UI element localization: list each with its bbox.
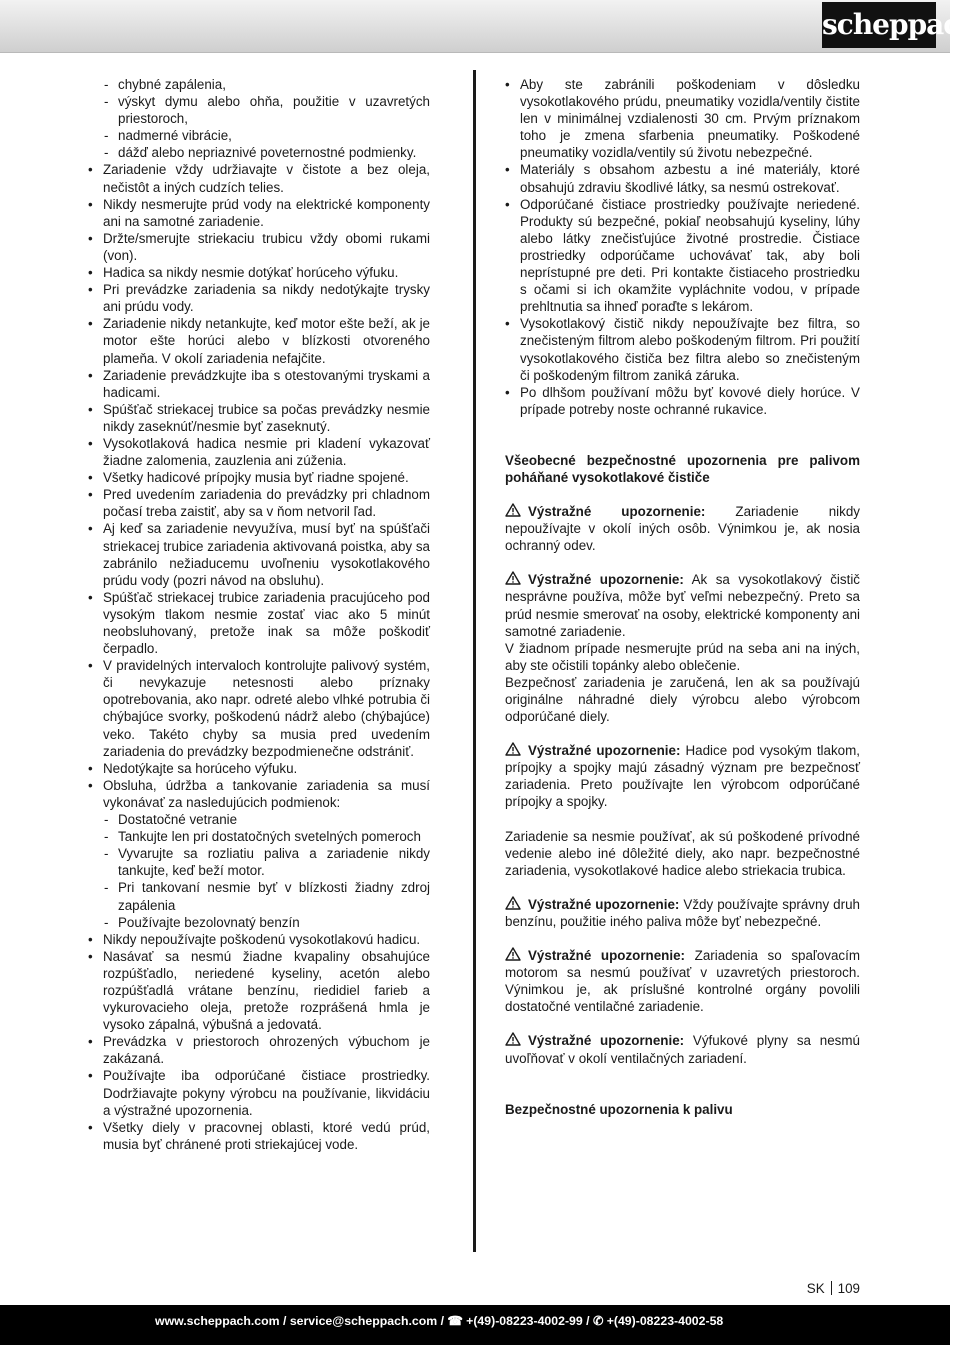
warning-1 (505, 503, 860, 554)
bullet-list-item: • Nikdy nepoužívajte poškodenú vysokotlakovú hadicu. (88, 931, 430, 948)
warning-triangle-icon (505, 571, 521, 585)
warning-label: Výstražné upozornenie: (528, 948, 685, 964)
dash-list-item: - Vyvarujte sa rozliatiu paliva a zariadenie nikdy tankujte, keď beží motor. (88, 845, 430, 879)
warning-5 (505, 947, 860, 1015)
bullet-list-item: • Aj keď sa zariadenie nevyužíva, musí byť na spúšťači striekacej trubice zariadenia aktivovaná poistka, aby sa zabránilo nežiaducemu uvoľneniu vysokotlakového prúdu vody (pozri návod na obsluhu). (88, 520, 430, 588)
warning-triangle-icon (505, 1032, 521, 1046)
page-language: SK (806, 1281, 825, 1296)
warning-text: Vždy používajte správny druh benzínu, použitie iného paliva môže byť nebezpečné. (505, 896, 860, 929)
bullet-list-item: • Obsluha, údržba a tankovanie zariadenia sa musí vykonávať za nasledujúcich podmienok: (88, 777, 430, 811)
section-heading-fuel-cleaners: Všeobecné bezpečnostné upozornenia pre palivom poháňané vysokotlakové čističe (505, 452, 860, 485)
bullet-list-item: • Všetky diely v pracovnej oblasti, ktoré vedú prúd, musia byť chránené proti striekajúcej vode. (88, 1119, 430, 1153)
bullet-list-item: • V pravidelných intervaloch kontrolujte palivový systém, či nevykazuje netesnosti alebo príznaky opotrebovania, ako napr. odreté alebo vlhké potrubia či chýbajúce svorky, poškodenú nádrž alebo (chýbajúce) veko. Takéto chyby sa musia pred uvedením zariadenia do prevádzky bezpodmienečne odstrániť. (88, 657, 430, 760)
bullet-list-item: • Nedotýkajte sa horúceho výfuku. (88, 760, 430, 777)
warning-text: Zariadenia so spaľovacím motorom sa nesmú používať v uzavretých priestoroch. Výnimkou je, ak príslušné kontrolné orgány povolili dostatočné ventilačné zariadenie. (505, 948, 861, 1015)
bullet-list-item: • Pri prevádzke zariadenia sa nikdy nedotýkajte trysky ani prúdu vody. (88, 281, 430, 315)
left-column (88, 76, 430, 1153)
warning-triangle-icon (505, 896, 521, 910)
warning-3 (505, 742, 860, 810)
bullet-list-item: • Odporúčané čistiace prostriedky používajte neriedené. Produkty sú bezpečné, pokiaľ neobsahujú kyseliny, lúhy alebo látky znečisťujúce životné prostredie. Čistiace prostriedky odporúčame uchovávať tak, aby boli neprístupné pre deti. Pri kontakte čistiaceho prostriedku s očami si ich okamžite vypláchnite vodou, v prípade prehltnutia sa ihneď poraďte s lekárom. (505, 196, 860, 316)
right-bullet-list (505, 76, 860, 418)
bullet-list-item: • Hadica sa nikdy nesmie dotýkať horúceho výfuku. (88, 264, 430, 281)
bullet-list-item: • Používajte iba odporúčané čistiace prostriedky. Dodržiavajte pokyny výrobcu na používanie, likvidáciu a výstražné upozornenia. (88, 1067, 430, 1118)
warning-label: Výstražné upozornenie: (528, 1033, 685, 1049)
bullet-list-item: • Nasávať sa nesmú žiadne kvapaliny obsahujúce rozpúšťadlo, neriedené kyseliny, acetón alebo rozpúšťadlá vrátane benzínu, riedidiel farieb a vykurovacieho oleja, pretože rozprášená hmla je vysoko zápalná, výbušná a jedovatá. (88, 948, 430, 1033)
warning-triangle-icon (505, 742, 521, 756)
footer-contact: www.scheppach.com / service@scheppach.com / ☎ +(49)-08223-4002-99 / ✆ +(49)-08223-4002-58 (155, 1314, 724, 1328)
plain-paragraph: Zariadenie sa nesmie používať, ak sú poškodené prívodné vedenie alebo iné dôležité diely, ako napr. bezpečnostné zariadenia, vysokotlakové hadice alebo striekacia trubica. (505, 828, 860, 878)
warning-2-paragraph-2: V žiadnom prípade nesmerujte prúd na seba ani na iných, aby ste očistili topánky alebo oblečenie. (505, 640, 860, 673)
bullet-list-item: • Po dlhšom používaní môžu byť kovové diely horúce. V prípade potreby noste ochranné rukavice. (505, 384, 860, 418)
bullet-list-item: • Zariadenie prevádzkujte iba s otestovanými tryskami a hadicami. (88, 367, 430, 401)
bullet-list-item: • Nikdy nesmerujte prúd vody na elektrické komponenty ani na samotné zariadenie. (88, 196, 430, 230)
dash-list-item: - výskyt dymu alebo ohňa, použitie v uzavretých priestoroch, (88, 93, 430, 127)
dash-list-item: - Používajte bezolovnatý benzín (88, 914, 430, 931)
warning-triangle-icon (505, 947, 521, 961)
dash-list-item: - dážď alebo nepriaznivé poveternostné podmienky. (88, 144, 430, 161)
brand-logo: scheppach (822, 2, 936, 48)
section-heading-fuel: Bezpečnostné upozornenia k palivu (505, 1101, 733, 1117)
bullet-list-item: • Materiály s obsahom azbestu a iné materiály, ktoré obsahujú zdraviu škodlivé látky, sa nesmú ostrekovať. (505, 161, 860, 195)
warning-4 (505, 896, 860, 930)
warning-label: Výstražné upozornenie: (528, 743, 681, 759)
left-list (88, 76, 430, 1153)
dash-list-item: - Pri tankovaní nesmie byť v blízkosti žiadny zdroj zapálenia (88, 879, 430, 913)
bullet-list-item: • Držte/smerujte striekaciu trubicu vždy obomi rukami (von). (88, 230, 430, 264)
warning-text: Výfukové plyny sa nesmú uvoľňovať v okolí ventilačných zariadení. (505, 1033, 860, 1066)
bullet-list-item: • Zariadenie nikdy netankujte, keď motor ešte beží, ak je motor ešte horúci alebo v blízkosti otvoreného plameňa. V okolí zariadenia nefajčite. (88, 315, 430, 366)
column-divider (473, 70, 476, 1252)
dash-list-item: - chybné zapálenia, (88, 76, 430, 93)
warning-2 (505, 571, 860, 639)
warning-label: Výstražné upozornenie: (528, 504, 706, 520)
bullet-list-item: • Vysokotlaková hadica nesmie pri kladení vykazovať žiadne zalomenia, zauzlenia ani zúženia. (88, 435, 430, 469)
dash-list-item: - nadmerné vibrácie, (88, 127, 430, 144)
right-column (505, 76, 860, 1118)
bullet-list-item: • Vysokotlakový čistič nikdy nepoužívajte bez filtra, so znečisteným filtrom alebo poškodeným filtrom. Pri použití vysokotlakového čističa bez filtra alebo so znečisteným či poškodeným filtrom zaniká záruka. (505, 315, 860, 383)
warning-triangle-icon (505, 503, 521, 517)
warning-label: Výstražné upozornenie: (528, 572, 684, 588)
warning-2-paragraph-3: Bezpečnosť zariadenia je zaručená, len ak sa používajú originálne náhradné diely výrobcu alebo výrobcom odporúčané diely. (505, 674, 860, 725)
bullet-list-item: • Prevádzka v priestoroch ohrozených výbuchom je zakázaná. (88, 1033, 430, 1067)
bullet-list-item: • Všetky hadicové prípojky musia byť riadne spojené. (88, 469, 430, 486)
warning-6 (505, 1032, 860, 1066)
bullet-list-item: • Pred uvedením zariadenia do prevádzky pri chladnom počasí treba zaistiť, aby sa v ňom netvoril ľad. (88, 486, 430, 520)
dash-list-item: - Dostatočné vetranie (88, 811, 430, 828)
dash-list-item: - Tankujte len pri dostatočných svetelných pomeroch (88, 828, 430, 845)
header-bar (0, 0, 979, 53)
warning-text: Hadice pod vysokým tlakom, prípojky a spojky majú zásadný význam pre bezpečnosť zariadenia. Preto používajte len výrobcom odporúčané prípojky a spojky. (505, 743, 860, 810)
bullet-list-item: • Spúšťač striekacej trubice zariadenia pracujúceho pod vysokým tlakom nesmie zostať viac ako 5 minút neobsluhovaný, pretože inak sa môže poškodiť čerpadlo. (88, 589, 430, 657)
bullet-list-item: • Spúšťač striekacej trubice sa počas prevádzky nesmie nikdy zaseknúť/nesmie byť zaseknutý. (88, 401, 430, 435)
warning-text: Ak sa vysokotlakový čistič nesprávne používa, môže byť veľmi nebezpečný. Preto sa prúd nesmie smerovať na osoby, elektrické komponenty ani samotné zariadenie. (505, 572, 860, 639)
page-number-value: 109 (837, 1281, 860, 1296)
bullet-list-item: • Aby ste zabránili poškodeniam v dôsledku vysokotlakového prúdu, pneumatiky vozidla/ventily čistite len v minimálnej vzdialenosti 30 cm. Prvým príznakom toho je zmena sfarbenia pneumatiky. Poškodené pneumatiky vozidla/ventily sú životu nebezpečné. (505, 76, 860, 161)
warning-text: Zariadenie nikdy nepoužívajte v okolí iných osôb. Výnimkou je, ak nosia ochranný odev. (505, 504, 860, 554)
page-number (807, 1281, 860, 1296)
bullet-list-item: • Zariadenie vždy udržiavajte v čistote a bez oleja, nečistôt a iných cudzích telies. (88, 161, 430, 195)
warning-label: Výstražné upozornenie: (528, 896, 680, 912)
